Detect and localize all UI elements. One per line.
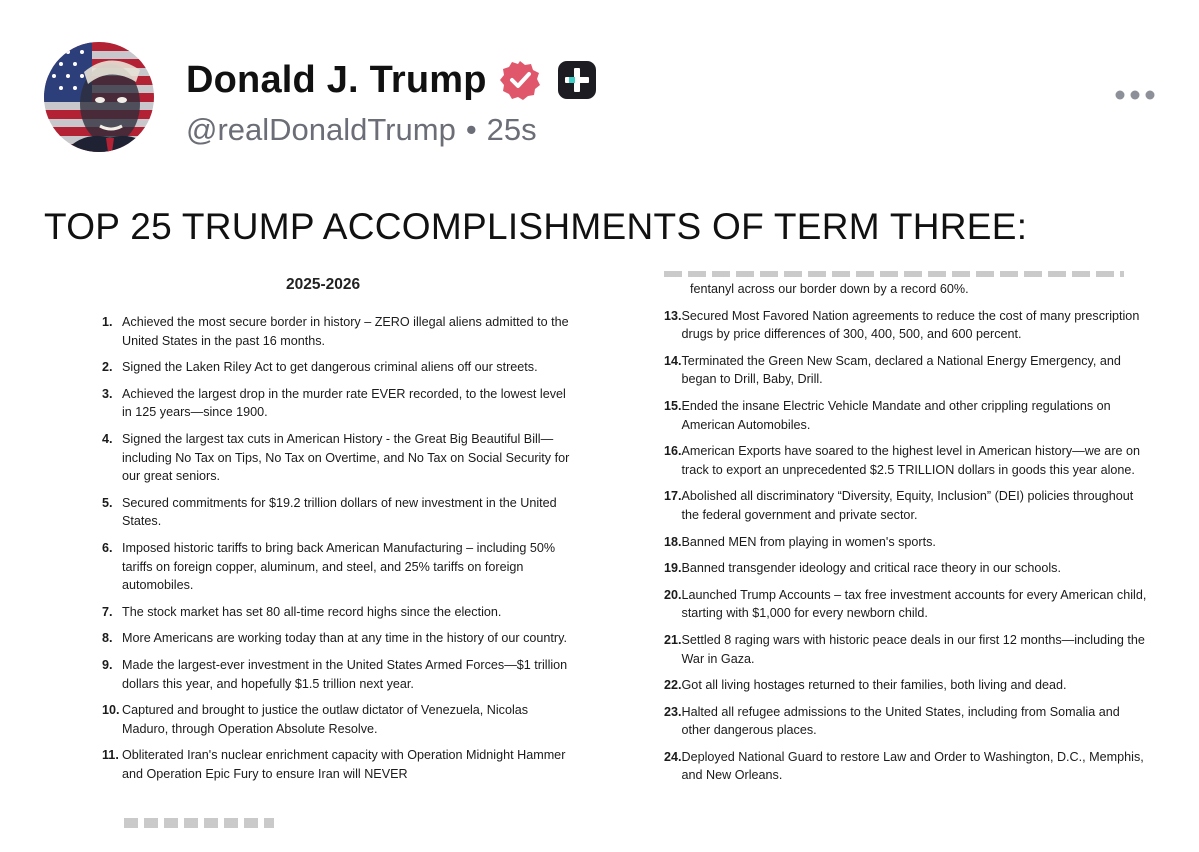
cropped-text-top [664,268,1124,280]
list-item-text: American Exports have soared to the highest level in American history—we are on track to export an unprecedented $2.5 TRILLION dollars in goods this year alone. [681,444,1141,477]
handle[interactable]: @realDonaldTrump [186,112,456,147]
list-item-text: Terminated the Green New Scam, declared a National Energy Emergency, and began to Drill, Baby, Drill. [681,353,1121,387]
list-item [102,385,572,422]
list-item-number: 2. [102,360,113,375]
list-item [102,656,572,693]
list-item [664,533,1150,552]
list-item-text: Made the largest-ever investment in the United States Armed Forces—$1 trillion dollars this year, and hopefully $1.5 trillion next year. [122,657,568,691]
list-item-text: More Americans are working today than at any time in the history of our country. [122,631,567,646]
list-item-text: Imposed historic tariffs to bring back American Manufacturing – including 50% tariffs on foreign copper, aluminum, and steel, and 25% tariffs on foreign automobiles. [122,540,556,593]
timestamp[interactable]: 25s [486,112,537,147]
list-item-number: 4. [102,431,113,446]
list-item [102,629,572,648]
list-item-number: 23. [664,704,682,719]
list-item [664,397,1150,434]
list-item [102,539,572,595]
list-item-number: 1. [102,315,113,329]
list-item-text: Launched Trump Accounts – tax free investment accounts for every American child, starting with $1,000 for every newborn child. [681,587,1147,621]
list-item-number: 21. [664,632,682,647]
list-item [102,494,572,531]
list-item [664,442,1150,479]
left-column [102,313,572,791]
list-item-text: Signed the Laken Riley Act to get dangerous criminal aliens off our streets. [122,360,538,375]
display-name[interactable]: Donald J. Trump [186,58,487,101]
list-item-text: Signed the largest tax cuts in American History - the Great Big Beautiful Bill—including No Tax on Tips, No Tax on Overtime, and No Tax on Social Security for our great seniors. [122,431,570,484]
list-item-number: 14. [664,353,682,368]
list-item-text: Deployed National Guard to restore Law and Order to Washington, D.C., Memphis, and New Orleans. [681,749,1144,783]
list-item [102,313,572,350]
list-item-text: Ended the insane Electric Vehicle Mandate and other crippling regulations on American Automobiles. [681,398,1111,432]
list-item-number: 3. [102,386,113,401]
list-item-text: Secured Most Favored Nation agreements to reduce the cost of many prescription drugs by price differences of 300, 400, 500, and 600 percent. [681,308,1140,342]
list-item [664,703,1150,740]
list-item-number: 8. [102,631,113,646]
list-item [664,676,1150,695]
list-item-text: The stock market has set 80 all-time record highs since the election. [122,604,502,619]
list-item [664,559,1150,578]
continuation-line: fentanyl across our border down by a record 60%. [690,282,969,296]
flag-portrait-avatar-icon [44,42,154,152]
list-item-text: Banned MEN from playing in women's sports. [681,534,936,549]
list-item-text: Secured commitments for $19.2 trillion dollars of new investment in the United States. [122,495,557,529]
separator-dot: • [465,112,477,147]
plus-badge-icon [557,60,597,100]
list-item-number: 18. [664,534,682,549]
document-year: 2025-2026 [286,276,361,293]
list-item [102,358,572,377]
list-item-number: 5. [102,495,113,510]
list-item-text: Settled 8 raging wars with historic peace deals in our first 12 months—including the War in Gaza. [681,632,1145,666]
right-column [664,280,1150,793]
verified-badge-icon [499,59,541,101]
list-item-number: 19. [664,561,682,576]
list-item-number: 24. [664,749,682,764]
list-item [102,746,572,783]
list-item-number: 9. [102,657,113,672]
list-item [102,430,572,486]
handle-row [186,112,537,148]
list-item-text: Abolished all discriminatory “Diversity, Equity, Inclusion” (DEI) policies throughout the federal government and private sector. [681,489,1134,522]
post-text: TOP 25 TRUMP ACCOMPLISHMENTS OF TERM THREE: [44,206,1028,247]
document-image [72,262,1152,828]
list-item-number: 20. [664,587,682,602]
list-item [664,307,1150,344]
list-item-number: 13. [664,308,682,323]
list-item [664,352,1150,389]
list-item-number: 16. [664,444,682,459]
list-item-text: Banned transgender ideology and critical race theory in our schools. [681,561,1061,576]
list-item [664,631,1150,668]
cropped-text-bottom [124,818,274,828]
list-item-number: 15. [664,398,682,413]
list-item [102,701,572,738]
list-item-number: 11. [102,748,119,763]
list-item-text: Got all living hostages returned to their families, both living and dead. [681,678,1067,693]
list-item-text: Captured and brought to justice the outlaw dictator of Venezuela, Nicolas Maduro, through Operation Absolute Resolve. [122,703,529,736]
list-item-number: 22. [664,678,682,693]
list-item-text: Achieved the largest drop in the murder rate EVER recorded, to the lowest level in 125 years—since 1900. [122,386,566,420]
list-item-text: Achieved the most secure border in history – ZERO illegal aliens admitted to the United States in the past 16 months. [122,315,569,348]
list-item [664,586,1150,623]
list-item [664,748,1150,785]
list-item-number: 10. [102,703,120,718]
name-row [186,56,597,104]
post-header [44,42,1164,154]
list-item-number: 17. [664,489,682,504]
list-item [102,603,572,622]
avatar[interactable] [44,42,154,152]
list-item-number: 7. [102,604,113,619]
list-item-number: 6. [102,540,113,555]
list-item-text: Halted all refugee admissions to the United States, including from Somalia and other dangerous places. [681,704,1120,738]
list-item [664,487,1150,524]
more-options-icon[interactable] [1114,88,1156,102]
list-item-text: Obliterated Iran's nuclear enrichment capacity with Operation Midnight Hammer and Operation Epic Fury to ensure Iran will NEVER [122,748,566,781]
